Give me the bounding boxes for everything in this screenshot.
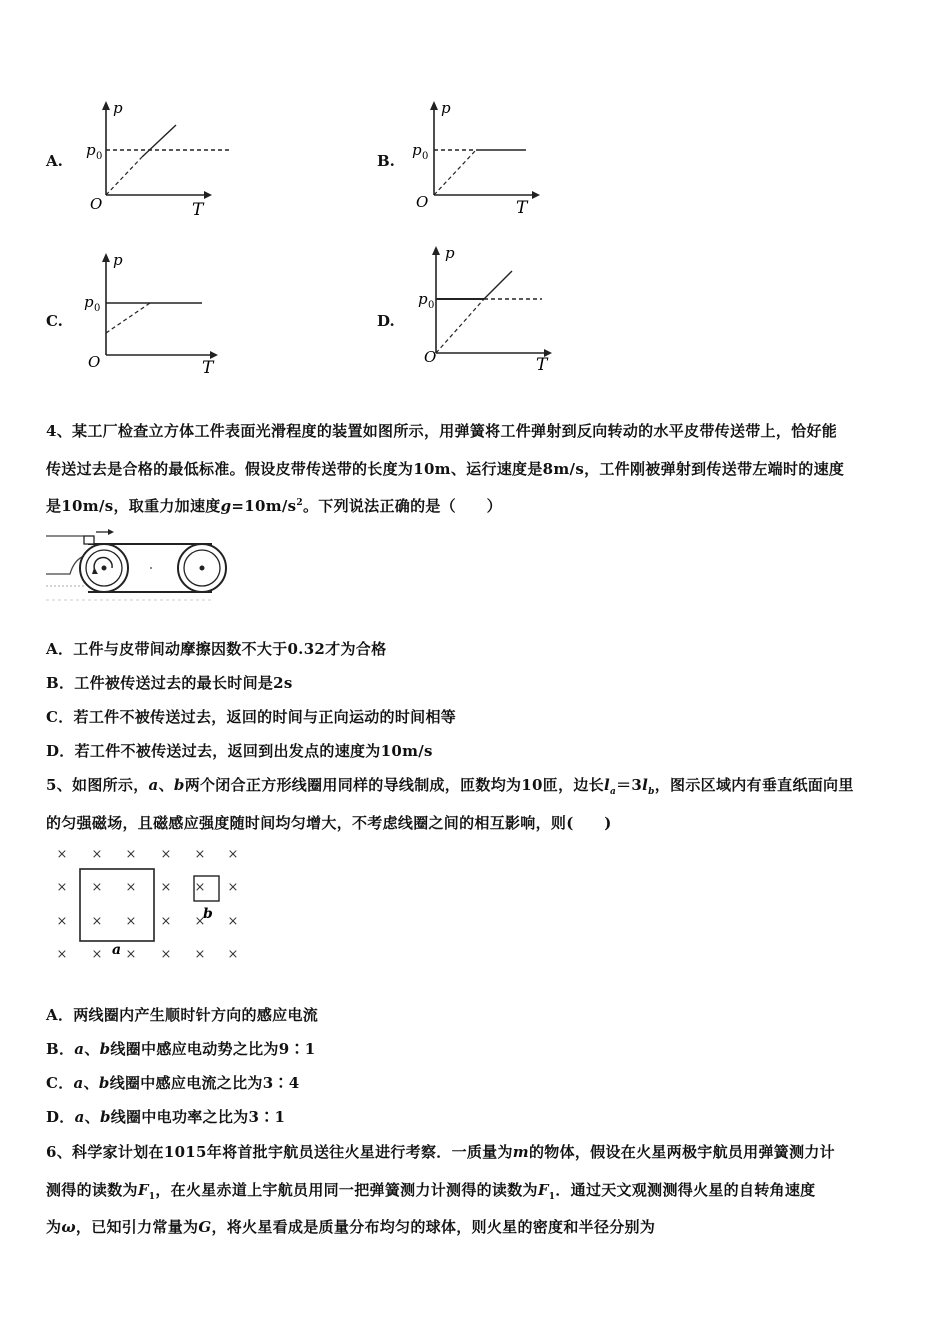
p0-label: p <box>84 293 94 311</box>
q4-stem-line-3: 是10m/s，取重力加速度$g=10m/s^2$。下列说法正确的是（ ） <box>46 497 502 515</box>
field-cross: × <box>91 847 103 862</box>
q4-choice-d: D．若工件不被传送过去，返回到出发点的速度为10m/s <box>46 742 433 760</box>
origin-label: O <box>424 348 437 366</box>
field-cross: × <box>56 914 68 929</box>
x-axis-label: T <box>202 358 214 378</box>
field-cross: × <box>91 914 103 929</box>
option-a-label: A. <box>46 152 63 170</box>
q4-choice-c: C．若工件不被传送过去，返回的时间与正向运动的时间相等 <box>46 708 457 726</box>
field-cross: × <box>227 914 239 929</box>
q5-choice-c: C．a、b线圈中感应电流之比为3∶4 <box>46 1074 300 1092</box>
p0-label: p <box>86 141 96 159</box>
field-cross: × <box>194 947 206 962</box>
q4-choice-b: B．工件被传送过去的最长时间是2s <box>46 674 293 692</box>
q5-choice-a: A．两线圈内产生顺时针方向的感应电流 <box>46 1006 319 1024</box>
field-cross: × <box>194 847 206 862</box>
field-cross: × <box>125 880 137 895</box>
y-axis-label: p <box>113 251 123 269</box>
p0-subscript: 0 <box>428 300 435 311</box>
coil-a-label: a <box>112 942 122 958</box>
q6-stem-line-1: 6、科学家计划在1015年将首批宇航员送往火星进行考察．一质量为m的物体，假设在火星两极宇航员用弹簧测力计 <box>46 1143 835 1161</box>
field-cross: × <box>160 847 172 862</box>
option-b-label: B. <box>377 152 395 170</box>
y-axis-label: p <box>113 99 123 117</box>
p0-subscript: 0 <box>96 151 103 162</box>
origin-label: O <box>90 195 103 213</box>
field-cross: × <box>56 947 68 962</box>
p0-label: p <box>418 290 428 308</box>
q5-choice-d: D．a、b线圈中电功率之比为3∶1 <box>46 1108 286 1126</box>
q6-stem-line-2: 测得的读数为$F_1$，在火星赤道上宇航员用同一把弹簧测力计测得的读数为$F_1$．通过天文观测测得火星的自转角速度 <box>46 1181 816 1202</box>
field-cross: × <box>160 914 172 929</box>
q5-choice-b: B．a、b线圈中感应电动势之比为9∶1 <box>46 1040 316 1058</box>
graph-option-a <box>80 95 240 225</box>
field-cross: × <box>56 880 68 895</box>
q5-stem-line-2: 的匀强磁场，且磁感应强度随时间均匀增大，不考虑线圈之间的相互影响，则( ) <box>46 814 612 832</box>
option-d-label: D. <box>377 312 395 330</box>
field-cross: × <box>160 947 172 962</box>
q4-stem-line-2: 传送过去是合格的最低标准。假设皮带传送带的长度为10m、运行速度是8m/s，工件刚被弹射到传送带左端时的速度 <box>46 460 845 478</box>
field-cross: × <box>125 847 137 862</box>
graph-option-b <box>408 95 568 225</box>
coil-b-label: b <box>203 906 213 922</box>
q4-choice-a: A．工件与皮带间动摩擦因数不大于0.32才为合格 <box>46 640 387 658</box>
y-axis-label: p <box>441 99 451 117</box>
x-axis-label: T <box>536 355 548 375</box>
q4-stem-line-1: 4、某工厂检查立方体工件表面光滑程度的装置如图所示，用弹簧将工件弹射到反向转动的水平皮带传送带上，恰好能 <box>46 422 838 440</box>
origin-label: O <box>416 193 429 211</box>
conveyor-belt-figure <box>44 526 234 606</box>
field-cross: × <box>91 880 103 895</box>
field-cross: × <box>227 880 239 895</box>
field-cross: × <box>160 880 172 895</box>
field-cross-marks <box>57 847 239 962</box>
graph-option-c <box>80 245 240 385</box>
magnetic-field-figure <box>50 842 250 967</box>
p0-subscript: 0 <box>94 303 101 314</box>
field-cross: × <box>125 947 137 962</box>
q6-stem-line-3: 为ω，已知引力常量为G，将火星看成是质量分布均匀的球体，则火星的密度和半径分别为 <box>46 1218 656 1236</box>
field-cross: × <box>194 880 206 895</box>
option-c-label: C. <box>46 312 63 330</box>
field-cross: × <box>227 947 239 962</box>
field-cross: × <box>56 847 68 862</box>
q5-stem-line-1: 5、如图所示，a、b两个闭合正方形线圈用同样的导线制成，匝数均为10匝，边长$l_a=3l_b$，图示区域内有垂直纸面向里 <box>46 776 854 797</box>
p0-label: p <box>412 141 422 159</box>
field-cross: × <box>125 914 137 929</box>
x-axis-label: T <box>516 198 528 218</box>
origin-label: O <box>88 353 101 371</box>
p0-subscript: 0 <box>422 151 429 162</box>
field-cross: × <box>91 947 103 962</box>
field-cross: × <box>227 847 239 862</box>
graph-option-d <box>410 238 570 378</box>
x-axis-label: T <box>192 200 204 220</box>
y-axis-label: p <box>445 244 455 262</box>
field-cross: × <box>194 914 206 929</box>
